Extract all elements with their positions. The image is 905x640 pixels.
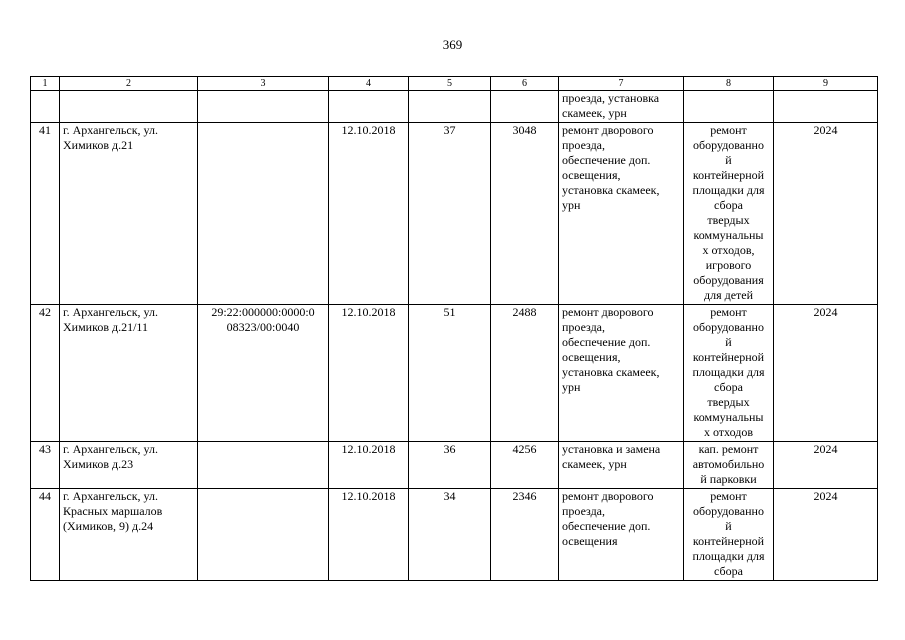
cell-col6 [491, 91, 559, 123]
cell-year [774, 91, 878, 123]
cell-year: 2024 [774, 442, 878, 489]
cell-col6: 2488 [491, 305, 559, 442]
cell-number: 44 [31, 489, 60, 581]
cell-year: 2024 [774, 489, 878, 581]
column-header: 4 [329, 77, 409, 91]
cell-address: г. Архангельск, ул. Химиков д.21 [60, 123, 198, 305]
cell-work: ремонт дворового проезда, обеспечение доп. освещения [559, 489, 684, 581]
column-header: 8 [684, 77, 774, 91]
column-header: 1 [31, 77, 60, 91]
cell-extra: ремонт оборудованно й контейнерной площадки для сбора твердых коммунальны х отходов [684, 305, 774, 442]
cell-date: 12.10.2018 [329, 305, 409, 442]
cell-cadastral [198, 123, 329, 305]
renovation-table [30, 76, 878, 581]
cell-work: проезда, установка скамеек, урн [559, 91, 684, 123]
cell-number: 42 [31, 305, 60, 442]
cell-year: 2024 [774, 305, 878, 442]
cell-cadastral [198, 91, 329, 123]
cell-extra [684, 91, 774, 123]
table-row-continuation [31, 91, 878, 123]
cell-work: ремонт дворового проезда, обеспечение доп. освещения, установка скамеек, урн [559, 123, 684, 305]
cell-address: г. Архангельск, ул. Химиков д.21/11 [60, 305, 198, 442]
cell-col5 [409, 91, 491, 123]
cell-extra: кап. ремонт автомобильно й парковки [684, 442, 774, 489]
table-row [31, 442, 878, 489]
cell-col6: 2346 [491, 489, 559, 581]
cell-date: 12.10.2018 [329, 489, 409, 581]
column-header: 9 [774, 77, 878, 91]
column-header: 6 [491, 77, 559, 91]
cell-date: 12.10.2018 [329, 123, 409, 305]
table-row [31, 305, 878, 442]
column-header: 3 [198, 77, 329, 91]
cell-cadastral [198, 442, 329, 489]
cell-number: 43 [31, 442, 60, 489]
cell-col5: 51 [409, 305, 491, 442]
cell-date: 12.10.2018 [329, 442, 409, 489]
cell-extra: ремонт оборудованно й контейнерной площадки для сбора твердых коммунальны х отходов, игрового оборудования для детей [684, 123, 774, 305]
cell-year: 2024 [774, 123, 878, 305]
cell-address: г. Архангельск, ул. Красных маршалов (Химиков, 9) д.24 [60, 489, 198, 581]
cell-extra: ремонт оборудованно й контейнерной площадки для сбора [684, 489, 774, 581]
cell-work: установка и замена скамеек, урн [559, 442, 684, 489]
cell-cadastral: 29:22:000000:0000:0 08323/00:0040 [198, 305, 329, 442]
cell-address [60, 91, 198, 123]
cell-col5: 34 [409, 489, 491, 581]
cell-work: ремонт дворового проезда, обеспечение доп. освещения, установка скамеек, урн [559, 305, 684, 442]
column-header: 2 [60, 77, 198, 91]
column-header: 7 [559, 77, 684, 91]
cell-address: г. Архангельск, ул. Химиков д.23 [60, 442, 198, 489]
column-number-row [31, 77, 878, 91]
cell-cadastral [198, 489, 329, 581]
table-row [31, 123, 878, 305]
table-row [31, 489, 878, 581]
cell-col5: 37 [409, 123, 491, 305]
cell-number: 41 [31, 123, 60, 305]
cell-col6: 4256 [491, 442, 559, 489]
cell-col6: 3048 [491, 123, 559, 305]
column-header: 5 [409, 77, 491, 91]
cell-col5: 36 [409, 442, 491, 489]
cell-number [31, 91, 60, 123]
cell-date [329, 91, 409, 123]
page-number: 369 [442, 37, 463, 52]
